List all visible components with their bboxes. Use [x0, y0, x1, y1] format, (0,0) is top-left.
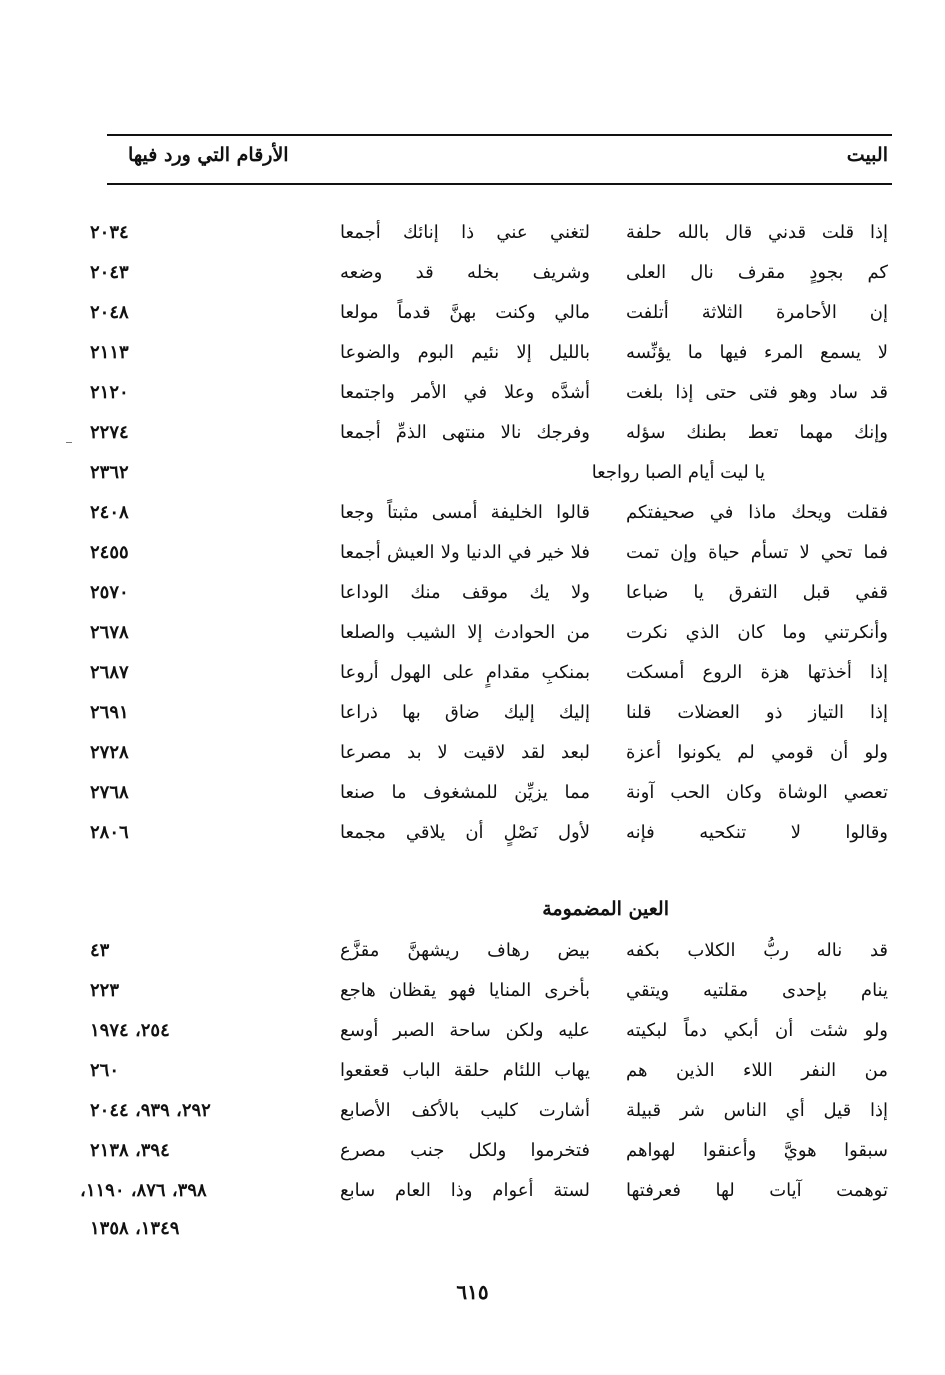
verse-row [0, 1180, 945, 1214]
verse-second-hemistich: إليك إليك ضاق بها ذراعا [340, 702, 590, 723]
verse-numbers: ٢٦٩١ [90, 702, 129, 723]
verse-second-hemistich: مالي وكنت بهنَّ قدماً مولعا [340, 302, 590, 323]
verse-second-hemistich: لتغني عني ذا إنائك أجمعا [340, 222, 590, 243]
verse-second-hemistich: بأخرى المنايا فهو يقظان هاجع [340, 980, 590, 1001]
verse-first-hemistich: تعصي الوشاة وكان الحب آونة [626, 782, 888, 803]
verse-numbers: ٢٧٦٨ [90, 782, 129, 803]
verse-second-hemistich: بمنكبِ مقدامٍ على الهول أروعا [340, 662, 590, 683]
verse-second-hemistich: من الحوادث إلا الشيب والصلعا [340, 622, 590, 643]
verse-numbers: ٢٠٤٨ [90, 302, 129, 323]
verse-numbers: ٢٩٢، ٩٣٩، ٢٠٤٤ [90, 1100, 211, 1121]
verse-first-hemistich: وأنكرتني وما كان الذي نكرت [626, 622, 888, 643]
verse-row [0, 980, 945, 1014]
verse-row [0, 462, 945, 496]
verse-numbers: ٢٤٥٥ [90, 542, 129, 563]
verse-row [0, 822, 945, 856]
verse-second-hemistich: أشدَّه وعلا في الأمر واجتمعا [340, 382, 590, 403]
verse-numbers: ٢٣٦٢ [90, 462, 129, 483]
verse-row [0, 1140, 945, 1174]
verse-numbers: ٢٧٢٨ [90, 742, 129, 763]
verse-numbers: ٢٥٧٠ [90, 582, 129, 603]
verse-row [0, 782, 945, 816]
verse-second-hemistich: عليه ولكن ساحة الصبر أوسع [340, 1020, 590, 1041]
verse-numbers: ٣٩٨، ٨٧٦، ١١٩٠، [80, 1180, 207, 1201]
verse-row [0, 342, 945, 376]
verse-numbers: ٢٢٧٤ [90, 422, 129, 443]
verse-numbers: ٢٠٣٤ [90, 222, 129, 243]
verse-row [0, 1020, 945, 1054]
verse-numbers: ٢١٢٠ [90, 382, 129, 403]
verse-first-hemistich: ولو شئت أن أبكي دماً لبكيته [626, 1020, 888, 1041]
verse-first-hemistich: وقالوا لا تنكحيه فإنه [626, 822, 888, 843]
verse-numbers: ٢٠٤٣ [90, 262, 129, 283]
verse-row [0, 222, 945, 256]
verse-numbers: ٢٦٧٨ [90, 622, 129, 643]
verse-first-hemistich: وإنك مهما تعط بطنك سؤله [626, 422, 888, 443]
verse-numbers: ٢٦٨٧ [90, 662, 129, 683]
verse-first-hemistich: إذا قلت قدني قال بالله حلفة [626, 222, 888, 243]
numbers-column-header: الأرقام التي ورد فيها [128, 144, 289, 166]
verse-row [0, 302, 945, 336]
verse-row [0, 1060, 945, 1094]
verse-first-hemistich: قد ناله ربُّ الكلاب بكفه [626, 940, 888, 961]
verse-row [0, 262, 945, 296]
verse-second-hemistich: بالليل إلا نئيم البوم والضوعا [340, 342, 590, 363]
verse-row [0, 662, 945, 696]
section-title: العين المضمومة [542, 898, 669, 920]
verse-second-hemistich: لستة أعوام وذا العام سابع [340, 1180, 590, 1201]
verse-row [0, 422, 945, 456]
verse-numbers: ٢٦٠ [90, 1060, 120, 1081]
header-bottom-rule [107, 183, 892, 185]
verse-numbers: ١٣٤٩، ١٣٥٨ [90, 1218, 180, 1239]
verse-second-hemistich: لأول نَصْلٍ أن يلاقي مجمعا [340, 822, 590, 843]
verse-row [0, 382, 945, 416]
verse-single-line: يا ليت أيام الصبا رواجعا [591, 462, 765, 483]
verse-first-hemistich: إذا أخذتها هزة الروع أمسكت [626, 662, 888, 683]
verse-second-hemistich: قالوا الخليفة أمسى مثبتاً وجعا [340, 502, 590, 523]
verse-row [0, 1100, 945, 1134]
verse-row [0, 742, 945, 776]
verse-numbers: ٤٣ [90, 940, 110, 961]
verse-first-hemistich: توهمت آيات لها فعرفتها [626, 1180, 888, 1201]
verse-numbers: ٣٩٤، ٢١٣٨ [90, 1140, 170, 1161]
verse-first-hemistich: قد ساد وهو فتى حتى إذا بلغت [626, 382, 888, 403]
verse-first-hemistich: فما تحي لا تسأم حياة وإن تمت [626, 542, 888, 563]
page-number: ٦١٥ [456, 1280, 489, 1304]
verse-row [0, 622, 945, 656]
verse-second-hemistich: فلا خير في الدنيا ولا العيش أجمعا [340, 542, 590, 563]
verse-second-hemistich: وشريف بخله قد وضعه [340, 262, 590, 283]
verse-first-hemistich: كم بجودٍ مقرف نال العلى [626, 262, 888, 283]
verse-row [0, 582, 945, 616]
verse-column-header: البيت [846, 144, 888, 166]
verse-second-hemistich: يهاب اللئام حلقة الباب قعقعوا [340, 1060, 590, 1081]
verse-second-hemistich: ولا يك موقف منك الوداعا [340, 582, 590, 603]
verse-first-hemistich: إذا قيل أي الناس شر قبيلة [626, 1100, 888, 1121]
verse-second-hemistich: فتخرموا ولكل جنب مصرع [340, 1140, 590, 1161]
verse-first-hemistich: قفي قبل التفرق يا ضباعا [626, 582, 888, 603]
verse-numbers: ٢٥٤، ١٩٧٤ [90, 1020, 170, 1041]
verse-first-hemistich: من النفر اللاء الذين هم [626, 1060, 888, 1081]
verse-numbers: ٢١١٣ [90, 342, 129, 363]
verse-second-hemistich: مما يزيِّن للمشغوف ما صنعا [340, 782, 590, 803]
verse-second-hemistich: بيض رهاف ريشهنَّ مقزَّع [340, 940, 590, 961]
verse-first-hemistich: ولو أن قومي لم يكونوا أعزة [626, 742, 888, 763]
verse-second-hemistich: أشارت كليب بالأكف الأصابع [340, 1100, 590, 1121]
verse-second-hemistich: وفرجك نالا منتهى الذمِّ أجمعا [340, 422, 590, 443]
verse-second-hemistich: لبعد لقد لاقيت لا بد مصرعا [340, 742, 590, 763]
verse-first-hemistich: إن الأحامرة الثلاثة أتلفت [626, 302, 888, 323]
verse-numbers: ٢٨٠٦ [90, 822, 129, 843]
verse-numbers: ٢٢٣ [90, 980, 120, 1001]
header-top-rule [107, 134, 892, 136]
verse-row [0, 542, 945, 576]
verse-row [0, 940, 945, 974]
verse-first-hemistich: ينام بإحدى مقلتيه ويتقي [626, 980, 888, 1001]
verse-first-hemistich: فقلت ويحك ماذا في صحيفتكم [626, 502, 888, 523]
verse-row-continuation [0, 1218, 945, 1252]
verse-first-hemistich: لا يسمع المرء فيها ما يؤنِّسه [626, 342, 888, 363]
verse-row [0, 502, 945, 536]
verse-first-hemistich: سبقوا هويَّ وأعنقوا لهواهم [626, 1140, 888, 1161]
verse-first-hemistich: إذا التياز ذو العضلات قلنا [626, 702, 888, 723]
verse-row [0, 702, 945, 736]
verse-numbers: ٢٤٠٨ [90, 502, 129, 523]
